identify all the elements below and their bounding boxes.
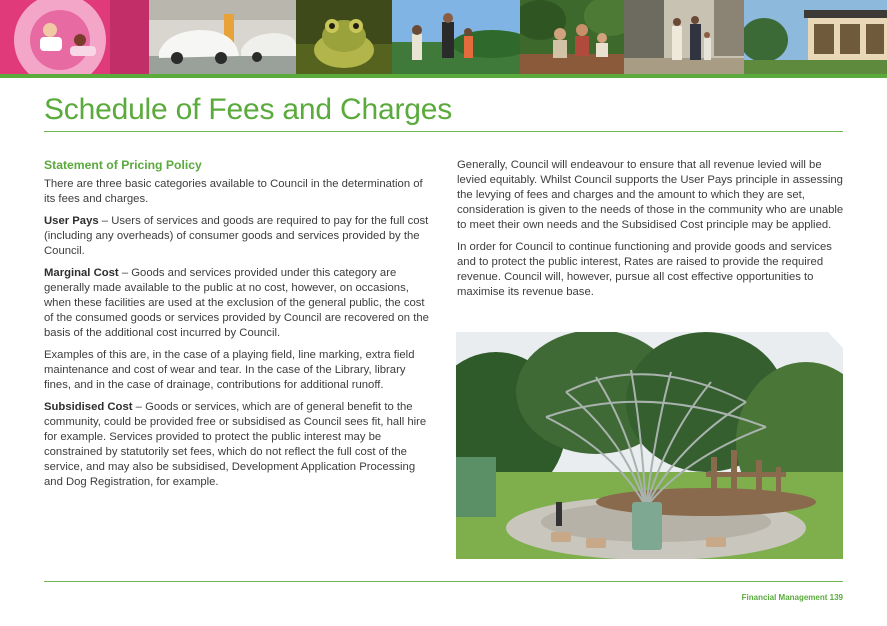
banner-photo-frog <box>296 0 392 74</box>
marginal-cost-term: Marginal Cost <box>44 267 119 279</box>
playground-sculpture-photo <box>456 332 843 559</box>
page-footer-label: Financial Management 139 <box>741 593 843 602</box>
header-photo-strip <box>0 0 887 74</box>
right-column <box>457 158 845 307</box>
user-pays-text: – Users of services and goods are required to pay for the full cost (including any overheads) of consumer goods and services provided by the Council. <box>44 215 429 257</box>
rates-revenue-paragraph: In order for Council to continue functioning and provide goods and services and to protect the public interest, Rates are raised to provide the required revenue. Council will, however, pursue all cost effective opportunities to maximise its revenue base. <box>457 241 832 298</box>
banner-photo-community-building <box>744 0 887 74</box>
banner-photo-family-outdoors <box>392 0 520 74</box>
banner-photo-scouts-bushwalk <box>520 0 624 74</box>
banner-photo-street-walk <box>624 0 744 74</box>
marginal-cost-paragraph <box>44 266 429 341</box>
left-column <box>44 158 429 497</box>
equitable-levy-paragraph: Generally, Council will endeavour to ensure that all revenue levied will be levied equitably. Whilst Council supports the User Pays principle in assessing the levying of fees and charges and the amount to which they are set, consideration is given to the needs of those in the community who are unable to meet their own needs and the Subsidised Cost principle may be applied. <box>457 159 844 231</box>
subsidised-cost-term: Subsidised Cost <box>44 401 133 413</box>
banner-underline <box>0 74 887 78</box>
user-pays-paragraph <box>44 214 429 259</box>
user-pays-term: User Pays <box>44 215 99 227</box>
title-divider <box>44 131 843 132</box>
intro-paragraph: There are three basic categories available to Council in the determination of its fees and charges. <box>44 178 423 205</box>
subsidised-cost-text: – Goods or services, which are of general benefit to the community, could be provided free or subsidised as Council sees fit, hall hire for example. Services provided to protect the public interest may be constrained by statutorily set fees, which do not reflect the full cost of the service, and may also be subsidised, Development Application Processing and Dog Registration, for example. <box>44 401 427 488</box>
section-heading: Statement of Pricing Policy <box>44 158 202 172</box>
page-title: Schedule of Fees and Charges <box>44 93 452 126</box>
banner-photo-electric-cars <box>149 0 296 74</box>
examples-paragraph: Examples of this are, in the case of a playing field, line marking, extra field maintenance and cost of wear and tear. In the case of the Library, library fines, and in the case of drainage, contributions for additional runoff. <box>44 349 415 391</box>
marginal-cost-text: – Goods and services provided under this category are generally made available to the public at no cost, however, on occasions, when these facilities are used at the exclusion of the general public, the cost of the consumed goods or services provided by Council are recovered on the basis of the additional cost incurred by Council. <box>44 267 429 339</box>
footer-divider <box>44 581 843 582</box>
subsidised-cost-paragraph <box>44 400 429 490</box>
banner-photo-kids-play-tube <box>0 0 149 74</box>
